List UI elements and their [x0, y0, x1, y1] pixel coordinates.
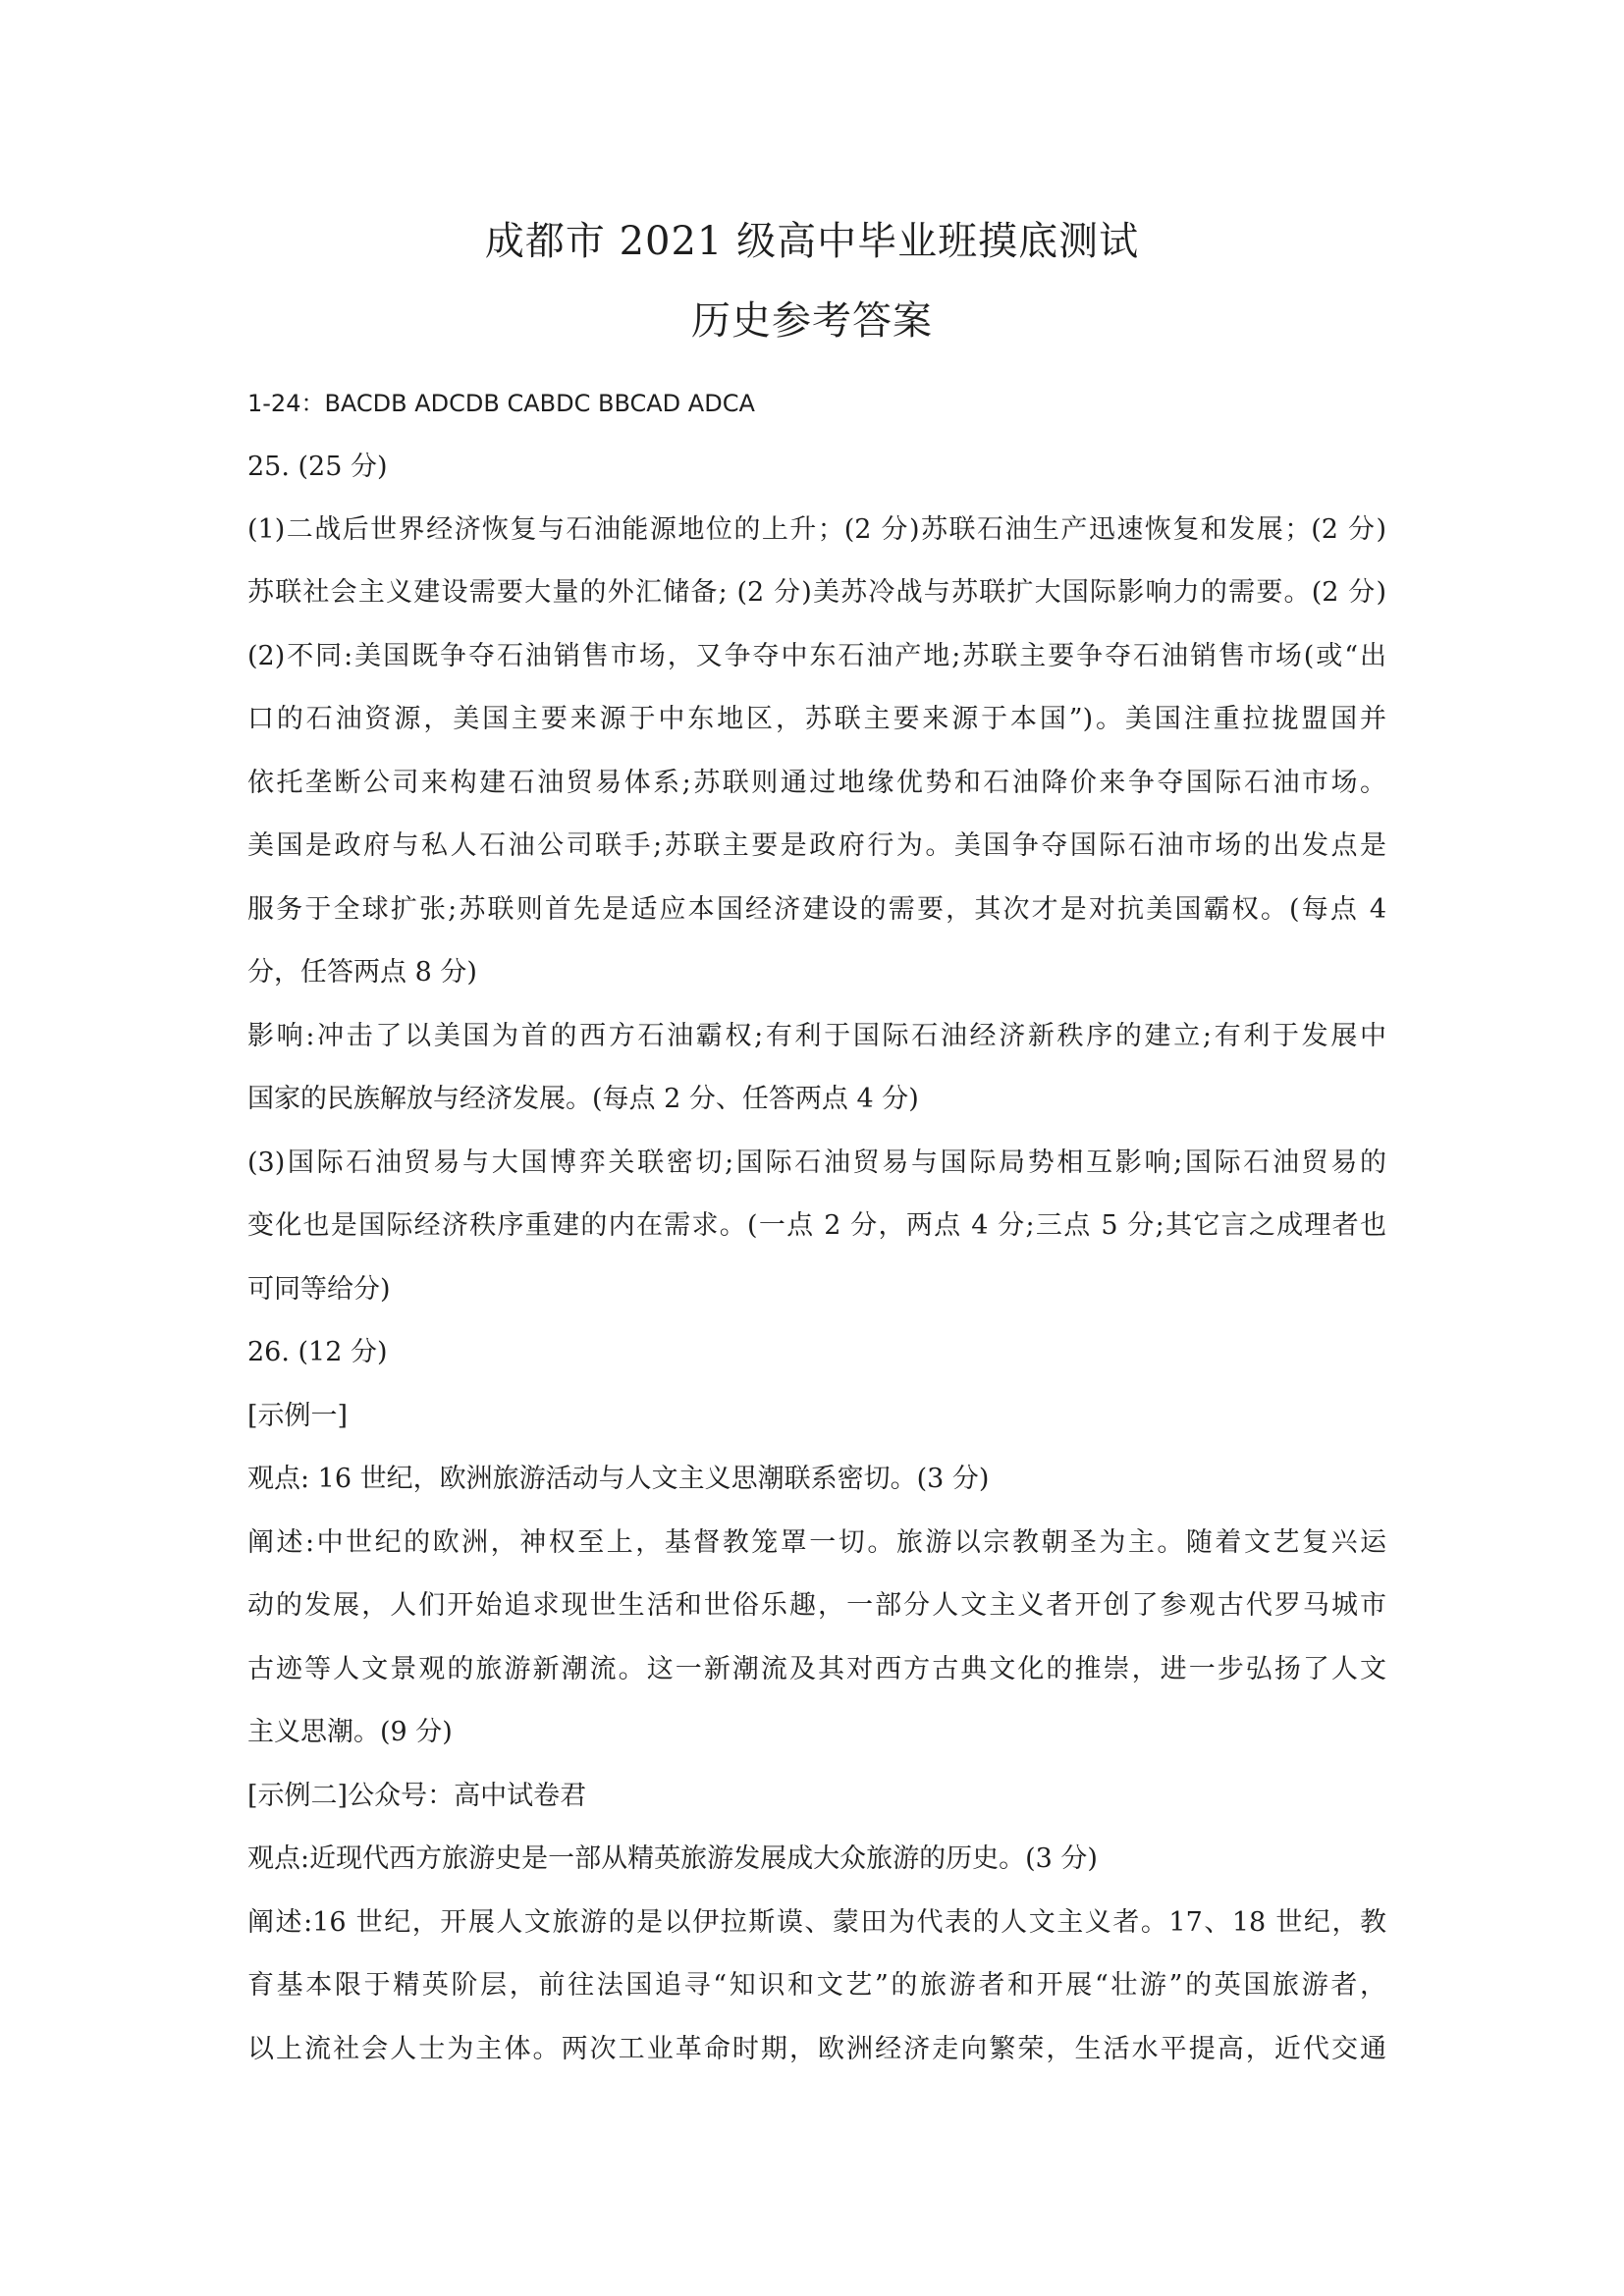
- q25-impact-line-2: 国家的民族解放与经济发展。(每点 2 分、任答两点 4 分): [247, 1084, 919, 1114]
- q25-part2-line-6: 分，任答两点 8 分): [247, 957, 477, 988]
- q25-impact-line-1: 影响:冲击了以美国为首的西方石油霸权;有利于国际石油经济新秩序的建立;有利于发展中: [247, 1021, 1386, 1051]
- example-1-elaboration-line-4: 主义思潮。(9 分): [247, 1717, 453, 1747]
- example-1-elaboration-line-1: 阐述:中世纪的欧洲，神权至上，基督教笼罩一切。旅游以宗教朝圣为主。随着文艺复兴运: [247, 1527, 1386, 1558]
- example-2-elaboration-line-3: 以上流社会人士为主体。两次工业革命时期，欧洲经济走向繁荣，生活水平提高，近代交通: [247, 2034, 1386, 2064]
- example-1-viewpoint: 观点: 16 世纪，欧洲旅游活动与人文主义思潮联系密切。(3 分): [247, 1464, 990, 1494]
- q25-part2-line-3: 依托垄断公司来构建石油贸易体系;苏联则通过地缘优势和石油降价来争夺国际石油市场。: [247, 768, 1386, 798]
- q25-part3-line-2: 变化也是国际经济秩序重建的内在需求。(一点 2 分，两点 4 分;三点 5 分;其它言之成理者也: [247, 1210, 1386, 1241]
- example-1-elaboration-line-3: 古迹等人文景观的旅游新潮流。这一新潮流及其对西方古典文化的推崇，进一步弘扬了人文: [247, 1654, 1386, 1684]
- q25-part3-line-1: (3)国际石油贸易与大国博弈关联密切;国际石油贸易与国际局势相互影响;国际石油贸易的: [247, 1148, 1386, 1178]
- q25-part1-line-1: (1)二战后世界经济恢复与石油能源地位的上升；(2 分)苏联石油生产迅速恢复和发展；(2 分): [247, 514, 1386, 545]
- example-2-viewpoint: 观点:近现代西方旅游史是一部从精英旅游发展成大众旅游的历史。(3 分): [247, 1843, 1098, 1874]
- question-25-heading: 25. (25 分): [247, 452, 388, 482]
- example-2-elaboration-line-1: 阐述:16 世纪，开展人文旅游的是以伊拉斯谟、蒙田为代表的人文主义者。17、18 世纪，教: [247, 1907, 1386, 1938]
- example-1-elaboration-line-2: 动的发展，人们开始追求现世生活和世俗乐趣，一部分人文主义者开创了参观古代罗马城市: [247, 1590, 1386, 1621]
- example-1-label: [示例一]: [247, 1401, 349, 1431]
- document-title: 成都市 2021 级高中毕业班摸底测试: [484, 219, 1140, 264]
- q25-part2-line-4: 美国是政府与私人石油公司联手;苏联主要是政府行为。美国争夺国际石油市场的出发点是: [247, 830, 1386, 861]
- multiple-choice-answers: 1-24：BACDB ADCDB CABDC BBCAD ADCA: [247, 390, 755, 417]
- example-2-label: [示例二]公众号：高中试卷君: [247, 1781, 587, 1811]
- question-26-heading: 26. (12 分): [247, 1337, 388, 1367]
- example-2-elaboration-line-2: 育基本限于精英阶层，前往法国追寻“知识和文艺”的旅游者和开展“壮游”的英国旅游者，: [247, 1970, 1386, 2001]
- q25-part3-line-3: 可同等给分): [247, 1274, 391, 1305]
- q25-part2-line-1: (2)不同:美国既争夺石油销售市场，又争夺中东石油产地;苏联主要争夺石油销售市场(或“出: [247, 641, 1386, 671]
- document-subtitle: 历史参考答案: [691, 298, 933, 344]
- q25-part1-line-2: 苏联社会主义建设需要大量的外汇储备; (2 分)美苏冷战与苏联扩大国际影响力的需要。(2 分): [247, 577, 1386, 608]
- q25-part2-line-5: 服务于全球扩张;苏联则首先是适应本国经济建设的需要，其次才是对抗美国霸权。(每点 4: [247, 894, 1386, 925]
- q25-part2-line-2: 口的石油资源，美国主要来源于中东地区，苏联主要来源于本国”)。美国注重拉拢盟国并: [247, 704, 1386, 734]
